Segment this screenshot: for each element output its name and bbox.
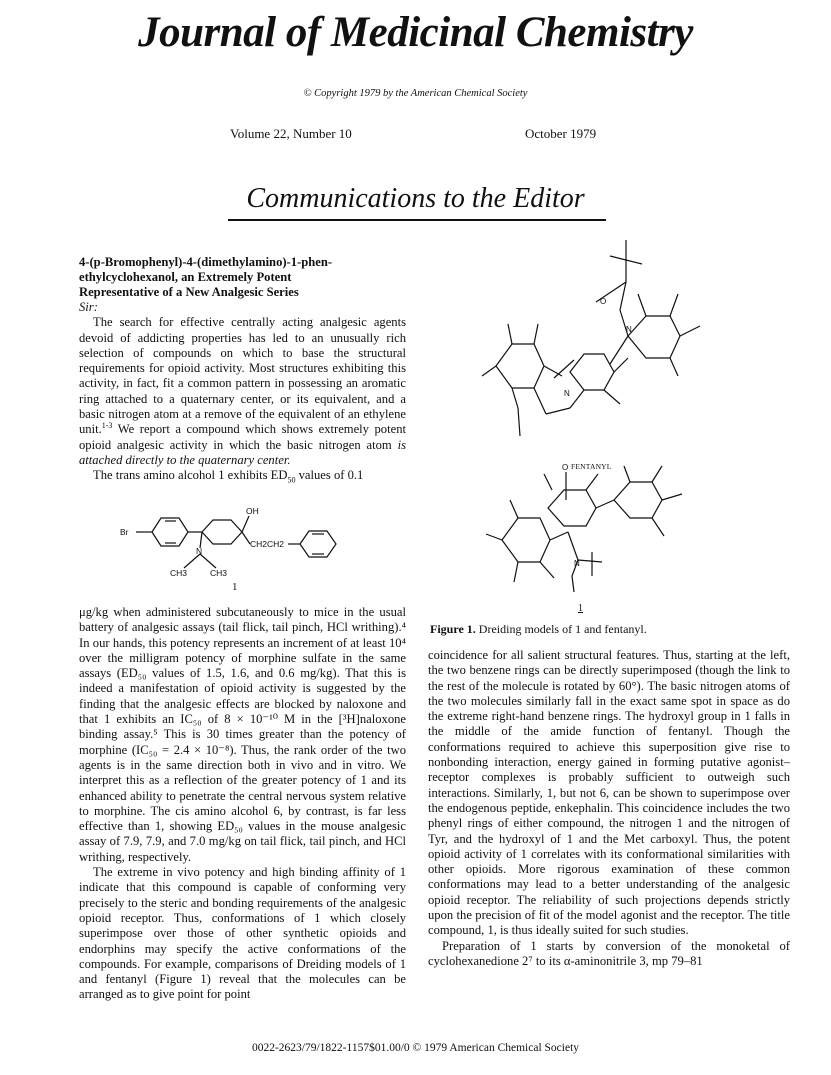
page-footer: 0022-2623/79/1822-1157$01.00/0 © 1979 American Chemical Society [251, 1042, 580, 1054]
methyl-left-label: CH3 [170, 568, 188, 578]
fentanyl-dreiding-model [478, 236, 708, 446]
paragraph-coincidence: coincidence for all salient structural features. Thus, starting at the left, the two benzene rings can be directly superimposed (though the link to the rest of the molecule is rotated by 60°). The basic nitrogen atoms of the two molecules similarly fall in the exact same spot in space as do the extreme right-hand benzene rings. The hydroxyl group in 1 falls in the middle of the amide function of fentanyl. Though the conformations required to achieve this superposition give rise to nonbonding interaction, energy gained in forming putative agonist–receptor complexes is probably sufficient to outweigh such interactions. Similarly, 1, but not 6, can be shown to superimpose over the endogenous peptide, enkephalin. This coincidence includes the two phenyl rings of either compound, the nitrogen 1 and the nitrogen of Tyr, and the hydroxyl of 1 and the Met carboxyl. Thus, the potent opioid activity of 1 correlates with its conformational similarities with other opioids. More rigorous examination of these common conformations may lead to a better understanding of the analgesic opioid receptor. The reliability of such projections depends strictly upon the precision of fit of the model agonist and the receptor. The title compound, 1, is thus ideally suited for such studies. [428, 648, 790, 938]
figure-caption [430, 622, 790, 637]
salutation: Sir: [79, 300, 98, 314]
section-title: Communications to the Editor [246, 183, 585, 214]
article-title-line3: Representative of a New Analgesic Series [79, 285, 299, 299]
journal-title: Journal of Medicinal Chemistry [138, 9, 693, 56]
paragraph-preparation: Preparation of 1 starts by conversion of the monoketal of cyclohexanedione 2⁷ to its α-aminonitrile 3, mp 79–81 [428, 938, 790, 968]
figure-caption-text: Dreiding models of 1 and fentanyl. [475, 622, 647, 636]
compound-1-model-label: 1 [578, 603, 583, 614]
methyl-right-label: CH3 [210, 568, 228, 578]
paragraph-potency: μg/kg when administered subcutaneously to mice in the usual battery of analgesic assays (tail flick, tail pinch, HCl writhing).⁴ In our hands, this potency represents an increment of at least 10⁴ over the milligram potency of morphine sulfate in the same assays (ED₅₀ values of 1.5, 1.6, and 0.6 mg/kg). That this is indeed a manifestation of opioid activity is suggested by the finding that the analgesic effects are blocked by naloxone and that 1 exhibits an IC₅₀ of 8 × 10⁻¹⁰ M in the [³H]naloxone binding assay.⁵ This is 30 times greater than the potency of morphine (IC₅₀ = 2.4 × 10⁻⁸). Thus, the rank order of the two agents is in the same direction both in vivo and in vitro. We interpret this as a reflection of the greater potency of 1 and its enhanced ability to penetrate the central nervous system relative to morphine. The cis amino alcohol 6, by contrast, is far less effective than 1, showing ED₅₀ values in the mouse analgesic assay of 7.9, 7.9, and 7.0 mg/kg on tail flick, tail pinch, and HCl writhing, respectively. [79, 605, 406, 864]
figure-caption-label: Figure 1. [430, 622, 476, 636]
volume-number: Volume 22, Number 10 [230, 126, 352, 141]
left-column-top [79, 255, 406, 484]
fentanyl-oxygen-label: O [600, 297, 607, 306]
left-column-bottom [79, 605, 406, 1003]
compound-1-oxygen-label: O [562, 463, 569, 472]
right-column [428, 648, 790, 969]
fentanyl-label: FENTANYL [571, 462, 612, 471]
copyright-line: © Copyright 1979 by the American Chemical Society [303, 88, 528, 99]
nitrogen-label: N [196, 546, 203, 556]
fentanyl-amide-nitrogen-label: N [626, 325, 632, 334]
article-title [79, 255, 406, 300]
article-title-line1: 4-(p-Bromophenyl)-4-(dimethylamino)-1-phen- [79, 255, 333, 269]
paragraph-conformation: The extreme in vivo potency and high binding affinity of 1 indicate that this compound is capable of conforming very precisely to the steric and bonding requirements of the analgesic opioid receptor. Thus, conformations of 1 which closely superimpose over those of other synthetic opioids and endorphins may specify the active conformations of the compounds. For example, comparisons of Dreiding models of 1 and fentanyl (Figure 1) reveal that the molecules can be arranged as to give point for point [79, 865, 406, 1002]
compound-1-dreiding-model [478, 460, 698, 605]
hydroxyl-label: OH [246, 506, 259, 516]
ethylene-label: CH2CH2 [250, 539, 285, 549]
compound-1-nitrogen-label: N [574, 559, 580, 568]
paragraph-ed50: The trans amino alcohol 1 exhibits $ED_{50}$ values of 0.1 [93, 468, 364, 485]
section-rule [228, 219, 606, 221]
paragraph-intro: The search for effective centrally acting analgesic agents devoid of addicting properties has led to an unusually rich selection of compounds on which to base the structural requirements for opioid activity. Most structures exhibiting this activity, in fact, fit a common pattern in possessing an aromatic ring attached to a quaternary center, or its equivalent, and a basic nitrogen atom at a remove of the equivalent of an ethylene unit.$^{1-3}$ We report a compound which shows extremely potent opioid analgesic activity in which the basic nitrogen atom is attached directly to the quaternary center. [79, 315, 406, 467]
bromo-label: Br [120, 527, 129, 537]
fentanyl-piperidine-nitrogen-label: N [564, 389, 570, 398]
issue-date: October 1979 [525, 126, 597, 141]
article-title-line2: ethylcyclohexanol, an Extremely Potent [79, 270, 292, 284]
compound-number: 1 [232, 581, 238, 593]
